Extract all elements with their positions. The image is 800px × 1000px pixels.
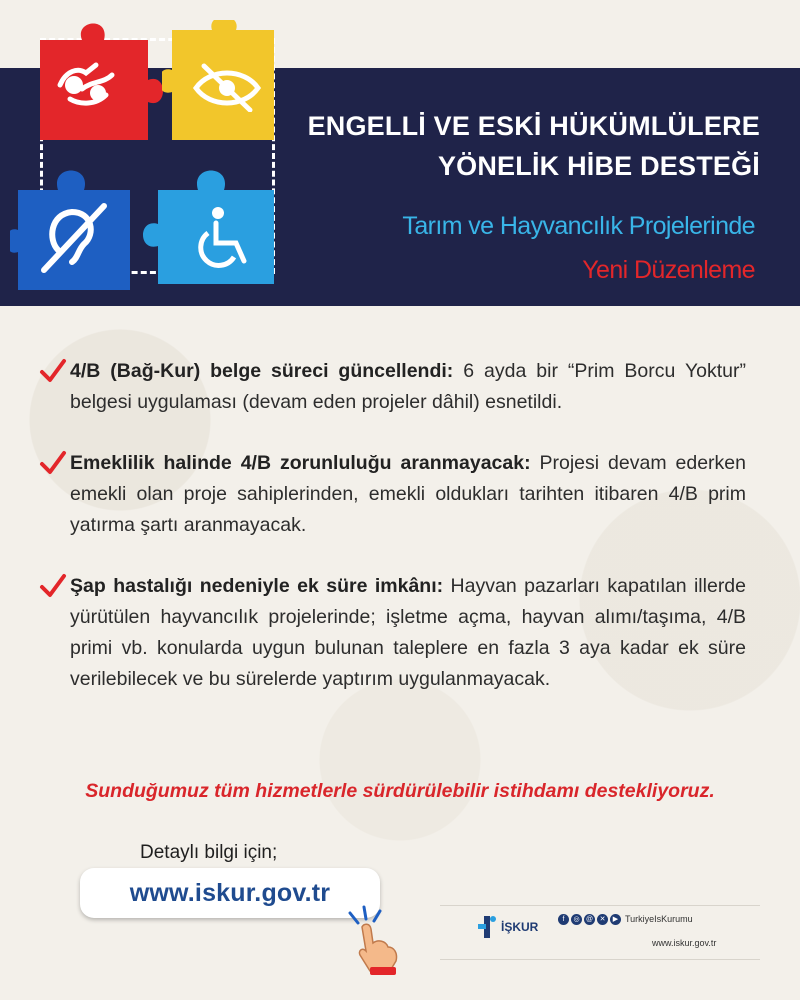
title-line-2: YÖNELİK HİBE DESTEĞİ (437, 151, 760, 181)
bullet-body: Hayvan pazarları kapatılan illerde yürütülen hayvancılık projelerinde; işletme açma, hayvan alımı/taşıma, 4/B primi vb. konularda uygun bulunan taleplere en fazla 3 aya kadar ek süre verilebilecek ve bu sürelerde yaptırım uygulanmayacak. (70, 575, 746, 690)
title-line-1: ENGELLİ VE ESKİ HÜKÜMLÜLERE (307, 111, 760, 141)
social-handle: TurkiyeIsKurumu (625, 914, 693, 924)
bullet-body: 6 ayda bir “Prim Borcu Yoktur” belgesi uygulaması (devam eden projeler dâhil) esnetildi. (70, 360, 747, 413)
facebook-icon[interactable]: f (558, 914, 569, 925)
subtitle-line-2: Yeni Düzenleme (582, 256, 755, 284)
bullet-text (70, 356, 746, 418)
instagram-icon[interactable]: ◎ (571, 914, 582, 925)
youtube-icon[interactable]: ▶ (610, 914, 621, 925)
bullet-list (36, 356, 746, 725)
footer-url[interactable]: www.iskur.gov.tr (652, 938, 717, 948)
social-icons (558, 914, 621, 925)
slogan: Sunduğumuz tüm hizmetlerle sürdürülebilir istihdamı destekliyoruz. (85, 780, 715, 802)
bullet-item (36, 448, 746, 541)
wheelchair-icon (192, 205, 252, 270)
check-icon (36, 450, 70, 476)
sign-language-icon (52, 55, 122, 115)
blind-eye-icon (192, 62, 262, 112)
threads-icon[interactable]: @ (585, 916, 594, 923)
check-icon (36, 358, 70, 384)
detail-label: Detaylı bilgi için; (140, 842, 278, 863)
x-icon[interactable]: ✕ (597, 914, 608, 925)
bullet-text (70, 448, 746, 541)
page-title (300, 106, 760, 186)
bullet-heading: Şap hastalığı nedeniyle ek süre imkânı: (70, 575, 444, 597)
iskur-logo-text: İŞKUR (501, 920, 539, 934)
puzzle-graphic (0, 0, 300, 300)
deaf-ear-icon (38, 200, 108, 275)
check-icon (36, 573, 70, 599)
bullet-body: Projesi devam ederken emekli olan proje sahiplerinden, emekli oldukları tarihten itibaren 4/B prim yatırma şartı aranmayacak. (70, 452, 746, 536)
bullet-heading: Emeklilik halinde 4/B zorunluluğu aranmayacak: (70, 452, 531, 474)
website-url[interactable]: www.iskur.gov.tr (129, 878, 331, 907)
bullet-item (36, 356, 746, 418)
iskur-logo-icon (476, 914, 498, 940)
pointing-hand-icon (340, 905, 410, 975)
website-link-button[interactable] (80, 868, 380, 918)
bullet-heading: 4/B (Bağ-Kur) belge süreci güncellendi: (70, 360, 454, 382)
footer-strip (440, 905, 760, 960)
bullet-item (36, 571, 746, 695)
bullet-text (70, 571, 746, 695)
iskur-logo (476, 914, 538, 940)
subtitle-line-1: Tarım ve Hayvancılık Projelerinde (402, 212, 755, 240)
